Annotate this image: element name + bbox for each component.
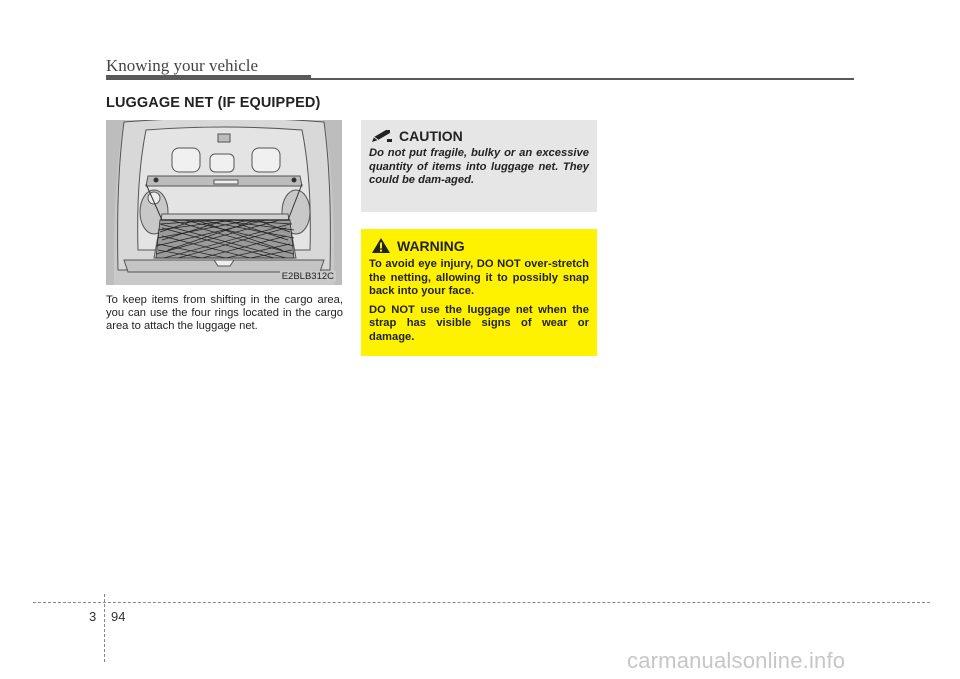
warning-title: WARNING bbox=[397, 237, 465, 254]
caution-header bbox=[371, 128, 589, 144]
warning-paragraph-1: To avoid eye injury, DO NOT over-stretch the netting, allowing it to possibly snap back into your face. bbox=[369, 258, 589, 298]
header-title: Knowing your vehicle bbox=[106, 56, 259, 75]
footer-rule bbox=[33, 602, 930, 603]
caution-text: Do not put fragile, bulky or an excessive quantity of items into luggage net. They could be dam-aged. bbox=[369, 147, 589, 187]
warning-header bbox=[371, 237, 589, 254]
warning-box bbox=[361, 229, 597, 356]
cargo-area-illustration bbox=[106, 120, 342, 285]
header-rule-thick bbox=[106, 75, 311, 80]
caution-title: CAUTION bbox=[399, 128, 463, 144]
figure-code: E2BLB312C bbox=[281, 271, 334, 282]
watermark: carmanualsonline.info bbox=[627, 648, 846, 673]
warning-paragraph-2: DO NOT use the luggage net when the strap has visible signs of wear or damage. bbox=[369, 303, 589, 343]
caution-box bbox=[361, 120, 597, 212]
chapter-number: 3 bbox=[89, 609, 97, 624]
warning-triangle-icon bbox=[371, 237, 391, 254]
header-rule-thin bbox=[311, 78, 854, 80]
body-paragraph: To keep items from shifting in the cargo area, you can use the four rings located in the cargo area to attach the luggage net. bbox=[106, 294, 343, 333]
page-number: 94 bbox=[111, 609, 126, 624]
section-title: LUGGAGE NET (IF EQUIPPED) bbox=[106, 95, 321, 111]
pencil-icon bbox=[371, 129, 393, 143]
footer-divider bbox=[104, 594, 105, 662]
cargo-area-drawing bbox=[106, 120, 342, 285]
